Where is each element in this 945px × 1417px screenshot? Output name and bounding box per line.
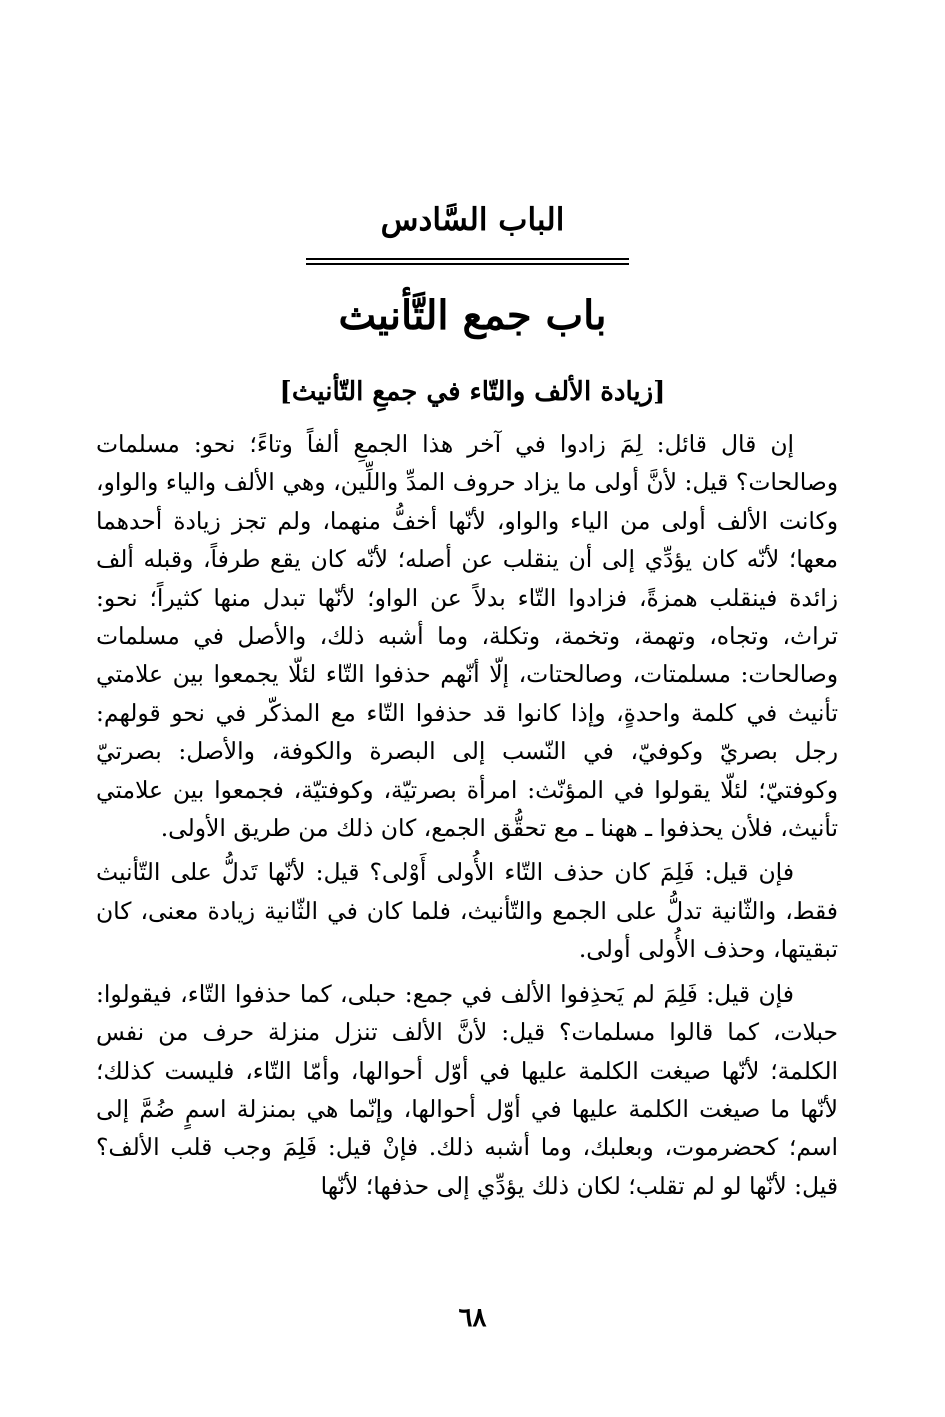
double-rule-divider <box>306 258 629 265</box>
paragraph: إن قال قائل: لِمَ زادوا في آخر هذا الجمعِ ألفاً وتاءً؛ نحو: مسلمات وصالحات؟ قيل: لأنَّ أولى ما يزاد حروف المدِّ واللِّين، وهي الألف والياء والواو، وكانت الألف أولى من الياء والواو، لأنّها أخفُّ منهما، ولم تجز زيادة أحدهما معها؛ لأنّه كان يؤدِّي إلى أن ينقلب عن أصله؛ لأنّه كان يقع طرفاً، وقبله ألف زائدة فينقلب همزةً، فزادوا التّاء بدلاً عن الواو؛ لأنّها تبدل منها كثيراً؛ نحو: تراث، وتجاه، وتهمة، وتخمة، وتكلة، وما أشبه ذلك، والأصل في مسلمات وصالحات: مسلمتات، وصالحتات، إلّا أنّهم حذفوا التّاء لئلّا يجمعوا بين علامتي تأنيث في كلمة واحدةٍ، وإذا كانوا قد حذفوا التّاء مع المذكّر في نحو قولهم: رجل بصريّ وكوفيّ، في النّسب إلى البصرة والكوفة، والأصل: بصرتيّ وكوفتيّ؛ لئلّا يقولوا في المؤنّث: امرأة بصرتيّة، وكوفتيّة، فجمعوا بين علامتي تأنيث، فلأن يحذفوا ـ ههنا ـ مع تحقُّق الجمع، كان ذلك من طريق الأولى. <box>96 430 838 843</box>
paragraph: فإن قيل: فَلِمَ كان حذف التّاء الأُولى أَوْلى؟ قيل: لأنّها تَدلُّ على التّأنيث فقط، والثّانية تدلُّ على الجمع والتّأنيث، فلما كان في الثّانية زيادة معنى، كان تبقيتها، وحذف الأُولى أولى. <box>96 858 838 964</box>
section-heading: [زيادة الألف والتّاء في جمعِ التّأنيث] <box>279 377 666 407</box>
chapter-title: باب جمع التَّأنيث <box>338 292 607 339</box>
body-text <box>96 425 838 1205</box>
chapter-label: الباب السَّادس <box>380 202 565 238</box>
paragraph: فإن قيل: فَلِمَ لم يَحذِفوا الألف في جمع: حبلى، كما حذفوا التّاء، فيقولوا: حبلات، كما قالوا مسلمات؟ قيل: لأنَّ الألف تنزل منزلة حرف من نفس الكلمة؛ لأنّها صيغت الكلمة عليها في أوّل أحوالها، وأمّا التّاء، فليست كذلك؛ لأنّها ما صيغت الكلمة عليها في أوّل أحوالها، وإنّما هي بمنزلة اسمٍ ضُمَّ إلى اسم؛ كحضرموت، وبعلبك، وما أشبه ذلك. فإنْ قيل: فَلِمَ وجب قلب الألف؟ قيل: لأنّها لو لم تقلب؛ لكان ذلك يؤدِّي إلى حذفها؛ لأنّها <box>96 979 838 1200</box>
page-number: ٦٨ <box>458 1303 487 1333</box>
